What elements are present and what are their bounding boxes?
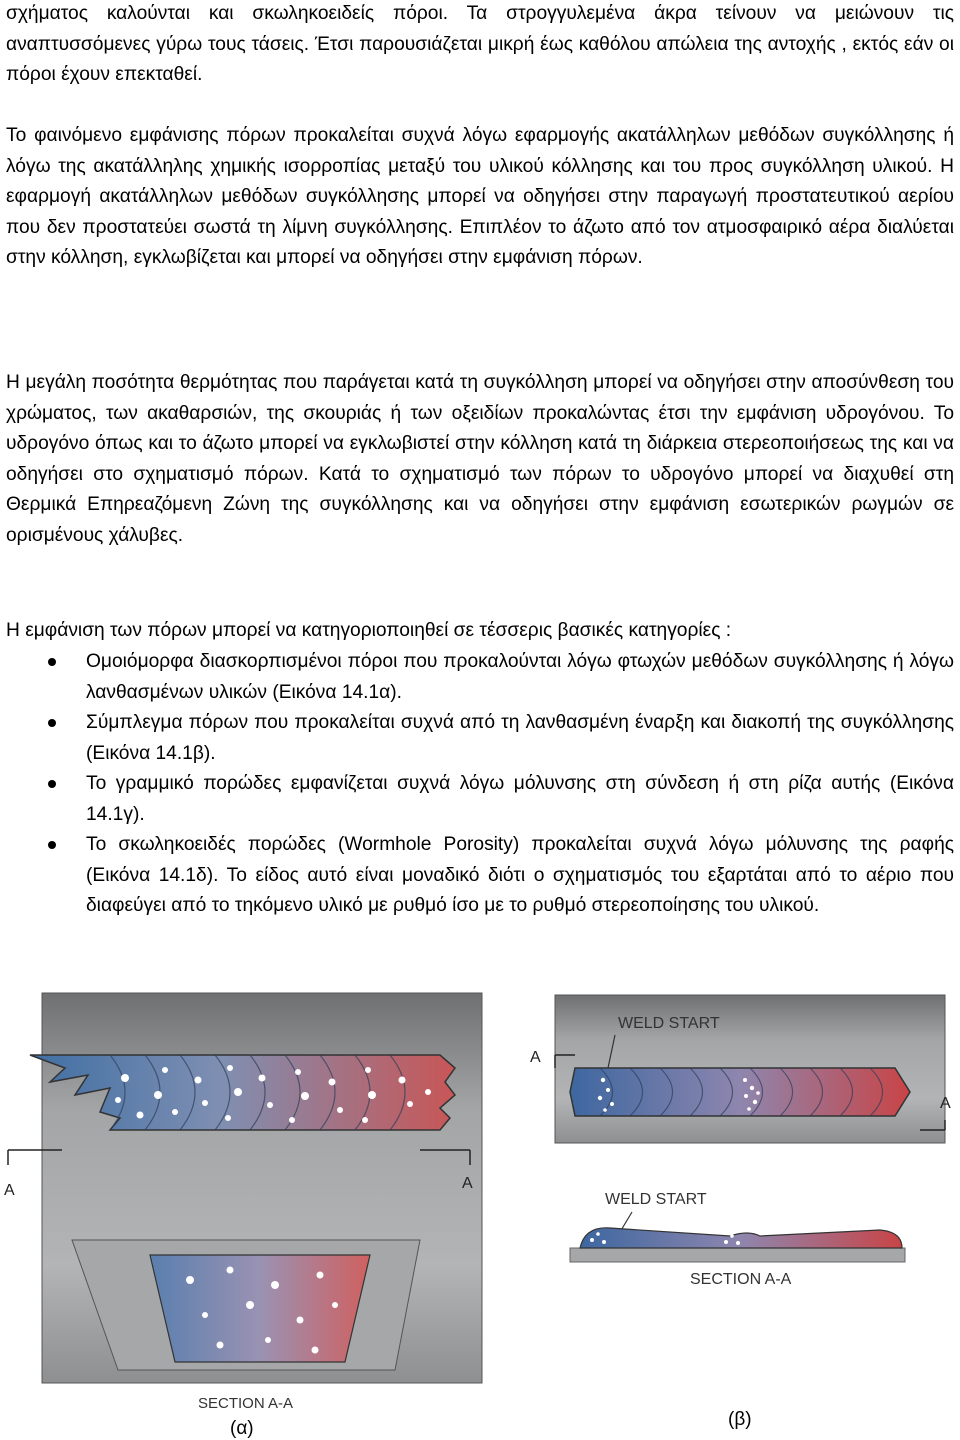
section-weld-b — [580, 1228, 902, 1248]
list-item: Το γραμμικό πορώδες εμφανίζεται συχνά λόγω μόλυνσης στη σύνδεση ή στη ρίζα αυτής (Εικόνα 14.1γ). — [6, 769, 954, 830]
list-item: Ομοιόμορφα διασκορπισμένοι πόροι που προκαλούνται λόγω φτωχών μεθόδων συγκόλλησης ή λόγω λανθασμένων υλικών (Εικόνα 14.1α). — [6, 647, 954, 708]
weld-start-label-bottom: WELD START — [605, 1191, 707, 1208]
weld-bead-b — [570, 1068, 910, 1116]
section-label-b-left: A — [530, 1049, 541, 1066]
section-label-a-right: A — [462, 1175, 473, 1192]
paragraph-causes: Το φαινόμενο εμφάνισης πόρων προκαλείται συχνά λόγω εφαρμογής ακατάλληλων μεθόδων συγκόλλησης ή λόγω της ακατάλληλης χημικής ισορροπίας μεταξύ του υλικού κόλλησης και του προς συγκόλληση υλικού. Η εφαρμογή ακατάλληλων μεθόδων συγκόλλησης μπορεί να οδηγήσει στην παραγωγή προστατευτικού αερίου που δεν προστατεύει σωστά τη λίμνη συγκόλλησης. Επιπλέον το άζωτο από τον ατμοσφαιρικό αέρα διαλύεται στην κόλληση, εγκλωβίζεται και μπορεί να οδηγήσει στην εμφάνιση πόρων. — [6, 125, 954, 268]
paragraph-categories: Η εμφάνιση των πόρων μπορεί να κατηγοριοποιηθεί σε τέσσερις βασικές κατηγορίες : — [6, 620, 732, 641]
section-label-b-right: A — [940, 1095, 951, 1112]
section-weld-a — [150, 1255, 370, 1362]
list-item: Σύμπλεγμα πόρων που προκαλείται συχνά από τη λανθασμένη έναρξη και διακοπή της συγκόλλησης (Εικόνα 14.1β). — [6, 708, 954, 769]
section-label-a-left: A — [4, 1182, 15, 1199]
section-title-a: SECTION A-A — [198, 1395, 294, 1412]
caption-a: (α) — [230, 1418, 254, 1439]
weld-start-label-top: WELD START — [618, 1015, 720, 1032]
paragraph-hydrogen: Η μεγάλη ποσότητα θερμότητας που παράγεται κατά τη συγκόλληση μπορεί να οδηγήσει στην αποσύνθεση του χρώματος, των ακαθαρσιών, της σκουριάς ή των οξειδίων προκαλώντας έτσι την εμφάνιση υδρογόνου. Το υδρογόνο όπως και το άζωτο μπορεί να εγκλωβιστεί στην κόλληση κατά τη διάρκεια στερεοποιήσεως της και να οδηγήσει στο σχηματισμό πόρων. Κατά το σχηματισμό των πόρων το υδρογόνο μπορεί να διαχυθεί στη Θερμικά Επηρεαζόμενη Ζώνη της συγκόλλησης και να οδηγήσει στην εμφάνιση εσωτερικών ρωγμών σε ορισμένους χάλυβες. — [6, 372, 954, 546]
section-plate-b — [570, 1248, 905, 1262]
caption-b: (β) — [728, 1409, 752, 1430]
figure-b — [530, 995, 951, 1288]
list-item: Το σκωληκοειδές πορώδες (Wormhole Porosity) προκαλείται συχνά λόγω μόλυνσης της ραφής (Εικόνα 14.1δ). Το είδος αυτό είναι μοναδικό διότι ο σχηματισμός του εξαρτάται από το αέριο που διαφεύγει από το τηκόμενο υλικό με ρυθμό ίσο με το ρυθμό στερεοποίησης του υλικού. — [6, 830, 954, 922]
paragraph-intro: σχήματος καλούνται και σκωληκοειδείς πόροι. Τα στρογγυλεμένα άκρα τείνουν να μειώνουν τις αναπτυσσόμενες γύρω τους τάσεις. Έτσι παρουσιάζεται μικρή έως καθόλου απώλεια της αντοχής , εκτός εάν οι πόροι έχουν επεκταθεί. — [6, 3, 954, 85]
section-title-b: SECTION A-A — [690, 1271, 792, 1288]
figure-a — [4, 993, 482, 1412]
